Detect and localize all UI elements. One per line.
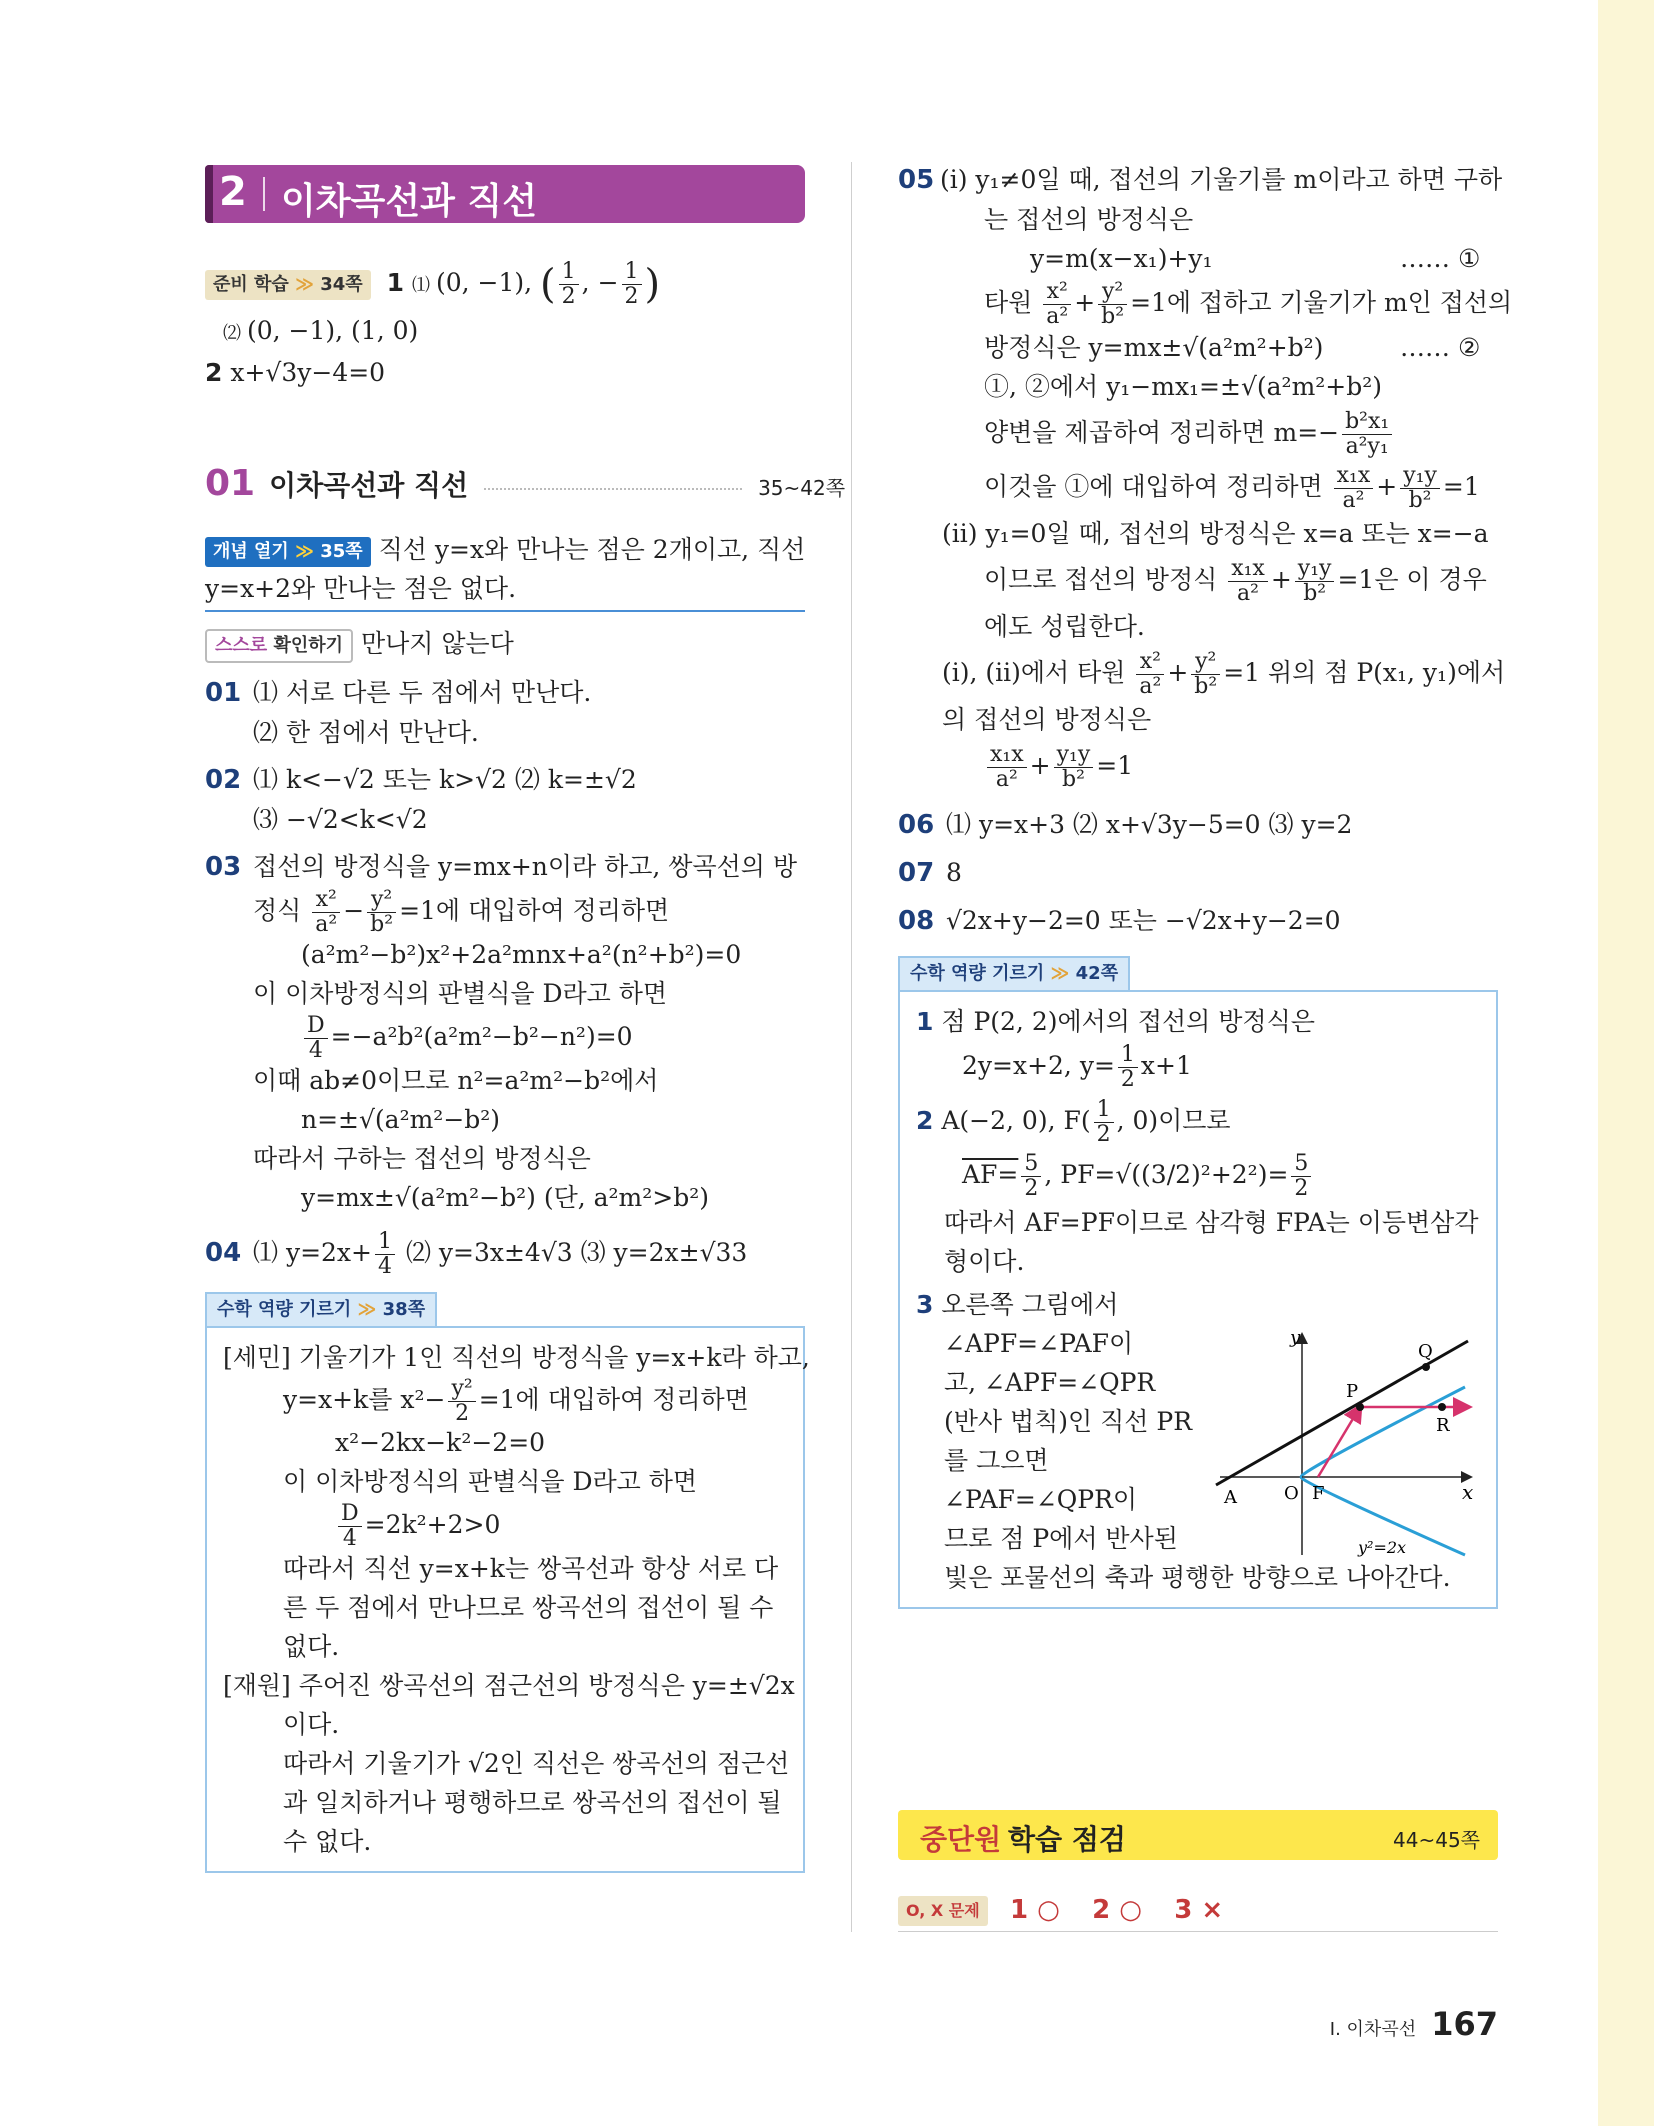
q03-row-1 [205, 847, 805, 887]
label-curve: y²=2x [1358, 1538, 1407, 1557]
q03-row-4 [205, 974, 805, 1013]
ability-left-box [205, 1326, 810, 1873]
q05-text-1: (ⅰ) y₁≠0일 때, 접선의 기울기를 m이라고 하면 구하 [939, 165, 1503, 194]
frac-num: x₁x [1334, 464, 1374, 489]
ability-right-line: ∠PAF=∠QPR이 [944, 1485, 1138, 1514]
q03-equation-1: (a²m²−b²)x²+2a²mnx+a²(n²+b²)=0 [301, 940, 742, 969]
q08-row [898, 901, 1498, 941]
incident-ray [1318, 1407, 1360, 1477]
q05-row-1 [898, 160, 1503, 200]
q04-row [205, 1227, 805, 1279]
q05-row-12: (ⅰ), (ⅱ)에서 타원 $\frac{\text{x²}}{\text{a²}}$ + $\frac{\text{y²}}{\text{b²}}$ =1 위의 점 P(x₁, y₁)에서 [942, 649, 1506, 699]
q03-text-4: 이 이차방정식의 판별식을 D라고 하면 [253, 979, 668, 1008]
problem-2-label: 2 [916, 1106, 934, 1135]
ability-left-line: [세민] 기울기가 1인 직선의 방정식을 y=x+k라 하고, [223, 1343, 810, 1372]
right-column [898, 160, 1513, 1609]
q04-number: 04 [205, 1238, 242, 1268]
ability-left-tag: 수학 역량 기르기 ≫ 38쪽 [205, 1292, 437, 1326]
ability-right-line: ∠APF=∠PAF이 [944, 1329, 1134, 1358]
frac-num: y₁y [1295, 557, 1335, 582]
frac-den: b² [1408, 488, 1432, 513]
ability-right-line: 고, ∠APF=∠QPR [944, 1368, 1156, 1397]
frac-den: a² [995, 767, 1018, 792]
side-strip [1598, 0, 1654, 2126]
frac-den: 2 [1096, 1122, 1111, 1147]
frac-num: b²x₁ [1342, 410, 1392, 435]
section-dotted-line [484, 488, 742, 490]
frac-den: b² [1303, 581, 1327, 606]
tangent-line [1216, 1341, 1468, 1485]
prep-answer-2-label: 2 [205, 358, 223, 387]
frac-den: 2 [1294, 1176, 1309, 1201]
frac-num: y₁y [1054, 743, 1094, 768]
chapter-separator [263, 177, 265, 211]
q03-row-7 [205, 1100, 805, 1139]
q05-row-2: 는 접선의 방정식은 [984, 205, 1194, 234]
section-number: 01 [205, 463, 256, 504]
frac-num: 5 [1291, 1152, 1311, 1177]
ox-item-1: 1 ○ [1009, 1895, 1060, 1925]
page-footer [1330, 2005, 1498, 2043]
frac-den: b² [370, 912, 394, 937]
frac-den: 4 [342, 1526, 357, 1551]
ability-right-line: 형이다. [944, 1247, 1025, 1276]
q03-equation-n: n=±√(a²m²−b²) [301, 1105, 501, 1134]
frac-num: y² [448, 1377, 475, 1402]
q03-text-6: 이때 ab≠0이므로 n²=a²m²−b²에서 [253, 1066, 659, 1095]
frac-num: x² [1043, 280, 1071, 305]
self-check-row [205, 624, 805, 663]
ability-right-line: 3 오른쪽 그림에서 [916, 1290, 1119, 1319]
prep-answer-1-1: (0, −1), [435, 268, 533, 297]
frac-num: y² [367, 888, 396, 913]
q06-answer: ⑴ y=x+3 ⑵ x+√3y−5=0 ⑶ y=2 [946, 810, 1353, 839]
q02-row-1 [205, 760, 805, 800]
q04-answer-2: ⑵ y=3x±4√3 ⑶ y=2x±√33 [405, 1238, 748, 1267]
ox-item-3: 3 × [1174, 1895, 1224, 1925]
ability-left-line: y=x+k를 x²− $\frac{\text{y²}}{2}$ =1에 대입하여 정리하면 [283, 1376, 749, 1426]
section-header [205, 463, 846, 508]
ox-item-2: 2 ○ [1092, 1895, 1142, 1925]
parabola-figure [1210, 1327, 1480, 1567]
ability-left-line: 수 없다. [283, 1827, 372, 1856]
frac-num: x₁x [1228, 557, 1268, 582]
chapter-header [205, 165, 805, 223]
concept-row-1 [205, 530, 805, 569]
frac-num: y₁y [1400, 464, 1440, 489]
frac-den: 4 [308, 1038, 323, 1063]
q03-result: y=mx±√(a²m²−b²) (단, a²m²>b²) [301, 1183, 710, 1212]
frac-den: 2 [561, 284, 576, 309]
frac-num: x² [1136, 650, 1164, 675]
prep-answer-1-label: 1 [386, 268, 405, 297]
q05-row-5: 방정식은 y=mx±√(a²m²+b²) …… ② [898, 328, 1498, 367]
ability-right-line: 빛은 포물선의 축과 평행한 방향으로 나아간다. [944, 1563, 1451, 1592]
page-number: 167 [1431, 2005, 1498, 2043]
frac-den: b² [1101, 304, 1125, 329]
midterm-header [898, 1810, 1498, 1860]
ability-right-line: 2y=x+2, y= $\frac{1}{2}$ x+1 [962, 1042, 1192, 1092]
q03-text-1: 접선의 방정식을 y=mx+n이라 하고, 쌍곡선의 방 [253, 852, 798, 881]
label-f: F [1312, 1483, 1325, 1504]
frac-den: 2 [455, 1401, 470, 1426]
frac-den: a² [1139, 674, 1162, 699]
q07-number: 07 [898, 858, 935, 888]
minus-sign: − [597, 268, 619, 297]
q03-text-8: 따라서 구하는 접선의 방정식은 [253, 1144, 591, 1173]
prep-answer-1-2: (0, −1), (1, 0) [247, 316, 419, 345]
section-pages: 35~42쪽 [758, 476, 846, 500]
ability-left [205, 1287, 810, 1873]
q05-row-9: (ⅱ) y₁=0일 때, 접선의 방정식은 x=a 또는 x=−a [942, 519, 1489, 548]
q05-mark-1: …… ① [1400, 244, 1481, 273]
q03-row-5 [205, 1013, 805, 1061]
q03-row-6 [205, 1061, 805, 1100]
frac-num: 5 [1021, 1152, 1041, 1177]
ability-left-line: 따라서 기울기가 √2인 직선은 쌍곡선의 점근선 [283, 1749, 790, 1778]
frac-den: b² [1061, 767, 1085, 792]
frac-den: b² [1194, 674, 1218, 699]
ability-left-line: x²−2kx−k²−2=0 [335, 1428, 546, 1457]
concept-text-2: y=x+2와 만나는 점은 없다. [205, 574, 517, 603]
left-column [205, 255, 846, 1873]
q06-row [898, 805, 1498, 845]
frac-den: 4 [377, 1254, 392, 1279]
frac-num: x₁x [987, 743, 1027, 768]
ability-left-line: $\frac{D}{4}$ =2k²+2>0 [223, 1501, 787, 1549]
q05-row-3: y=m(x−x₁)+y₁ …… ① [898, 239, 1498, 278]
q03-text-2: =1에 대입하여 정리하면 [399, 896, 670, 925]
q03-row-9 [205, 1178, 805, 1217]
ability-right-line: (반사 법칙)인 직선 PR [944, 1407, 1193, 1436]
q01-answer-2: ⑵ 한 점에서 만난다. [253, 718, 479, 747]
frac-num: 1 [1118, 1043, 1138, 1068]
q05-row-10: 이므로 접선의 방정식 $\frac{\text{x₁x}}{\text{a²}}$ + $\frac{\text{y₁y}}{\text{b²}}$ =1은 이 경우 [984, 556, 1487, 606]
q07-row [898, 853, 1498, 893]
ability-left-line: 른 두 점에서 만나므로 쌍곡선의 접선이 될 수 [283, 1593, 774, 1622]
frac-den: a² [1342, 488, 1365, 513]
ability-right-line: 따라서 AF=PF이므로 삼각형 FPA는 이등변삼각 [944, 1208, 1479, 1237]
problem-1-label: 1 [916, 1007, 934, 1036]
q05-row-4: 타원 $\frac{\text{x²}}{\text{a²}}$ + $\frac{\text{y²}}{\text{b²}}$ =1에 접하고 기울기가 m인 접선의 [984, 279, 1513, 329]
concept-tag: 개념 열기 ≫ 35쪽 [205, 537, 371, 567]
q03-row-2: 정식 $\frac{\text{x²}}{\text{a²}}$ − $\frac{\text{y²}}{\text{b²}}$ =1에 대입하여 정리하면 [253, 887, 670, 937]
prep-row-2: ⑵ (0, −1), (1, 0) [223, 316, 419, 345]
label-x: x [1462, 1480, 1474, 1504]
frac-num: 1 [559, 260, 579, 285]
midterm-title-2: 학습 점검 [1008, 1823, 1126, 1856]
q05-number: 05 [898, 165, 935, 195]
q03-discriminant: =−a²b²(a²m²−b²−n²)=0 [330, 1022, 633, 1051]
frac-den: 2 [1120, 1067, 1135, 1092]
section-title: 이차곡선과 직선 [269, 469, 469, 502]
ability-left-line: 없다. [283, 1632, 340, 1661]
q08-answer: √2x+y−2=0 또는 −√2x+y−2=0 [946, 906, 1341, 935]
ability-left-line: 이다. [283, 1710, 340, 1739]
frac-num: y² [1098, 280, 1127, 305]
q02-number: 02 [205, 765, 242, 795]
prep-row-1: 준비 학습 ≫ 34쪽 1 ⑴ (0, −1), ( $\frac{1}{2}$ , − $\frac{1}{2}$ ) [205, 255, 805, 311]
label-o: O [1284, 1483, 1299, 1504]
ability-right [898, 951, 1498, 1609]
label-p: P [1346, 1381, 1359, 1402]
ability-left-line: 과 일치하거나 평행하므로 쌍곡선의 접선이 될 [283, 1788, 782, 1817]
q01-row-2 [205, 713, 805, 752]
self-check-tag: 스스로 확인하기 [205, 629, 353, 663]
frac-den: a² [1237, 581, 1259, 606]
chapter-accent [205, 165, 213, 223]
q05-row-7: 양변을 제곱하여 정리하면 m=− $\frac{\text{b²x₁}}{\text{a²y₁}}$ [898, 406, 1498, 460]
column-divider [851, 162, 852, 1932]
chapter-title: 이차곡선과 직선 [281, 181, 537, 222]
label-a: A [1224, 1487, 1237, 1508]
concept-row-2 [205, 569, 805, 612]
frac-num: 1 [622, 260, 642, 285]
ability-right-line: 1 점 P(2, 2)에서의 접선의 방정식은 [916, 1007, 1315, 1036]
ability-right-box [898, 990, 1498, 1609]
self-check-answer: 만나지 않는다 [360, 629, 514, 658]
frac-den: a² [315, 912, 338, 937]
ability-right-line: 2 A(−2, 0), F( $\frac{1}{2}$ , 0)이므로 [916, 1097, 1231, 1147]
q02-answer-1: ⑴ k<−√2 또는 k>√2 ⑵ k=±√2 [253, 765, 637, 794]
ox-row [898, 1895, 1498, 1932]
ability-right-tag: 수학 역량 기르기 ≫ 42쪽 [898, 956, 1130, 990]
q07-answer: 8 [946, 858, 962, 887]
frac-num: 1 [375, 1230, 395, 1255]
chapter-number: 2 [219, 169, 247, 215]
q06-number: 06 [898, 810, 935, 840]
q05-mark-2: …… ② [1400, 333, 1481, 362]
point-r [1438, 1403, 1446, 1411]
q01-answer-1: ⑴ 서로 다른 두 점에서 만난다. [253, 678, 592, 707]
ability-left-line: 따라서 직선 y=x+k는 쌍곡선과 항상 서로 다 [283, 1554, 779, 1583]
frac-den: 2 [624, 284, 639, 309]
frac-den: a²y₁ [1345, 434, 1389, 459]
q05-row-6: ①, ②에서 y₁−mx₁=±√(a²m²+b²) [984, 372, 1383, 401]
label-r: R [1436, 1415, 1450, 1436]
parabola-curve [1301, 1387, 1465, 1555]
concept-text-1: 직선 y=x와 만나는 점은 2개이고, 직선 [378, 535, 806, 564]
ability-left-line: 이 이차방정식의 판별식을 D라고 하면 [283, 1467, 698, 1496]
frac-num: 1 [1094, 1098, 1114, 1123]
q05-row-14: $\frac{\text{x₁x}}{\text{a²}}$ + $\frac{\text{y₁y}}{\text{b²}}$ =1 [898, 739, 1498, 793]
q05-row-8: 이것을 ①에 대입하여 정리하면 $\frac{\text{x₁x}}{\text{a²}}$ + $\frac{\text{y₁y}}{\text{b²}}$ =1 [984, 463, 1480, 513]
prep-tag: 준비 학습 ≫ 34쪽 [205, 270, 371, 300]
label-y: y [1290, 1327, 1301, 1348]
frac-den: 2 [1024, 1176, 1039, 1201]
q05-row-13: 의 접선의 방정식은 [942, 705, 1152, 734]
prep-answer-2: x+√3y−4=0 [230, 358, 386, 387]
ability-right-line: 를 그으면 [944, 1446, 1049, 1475]
footer-unit: Ⅰ. 이차곡선 [1329, 2019, 1417, 2040]
midterm-pages: 44~45쪽 [1393, 1828, 1480, 1852]
point-p [1356, 1403, 1364, 1411]
point-q [1422, 1363, 1430, 1371]
q03-number: 03 [205, 852, 242, 882]
q02-row-2 [205, 800, 805, 839]
ability-left-line: [재원] 주어진 쌍곡선의 점근선의 방정식은 y=±√2x [223, 1671, 795, 1700]
frac-num: D [304, 1014, 328, 1039]
ability-right-line: AF= $\frac{5}{2}$ , PF=√((3/2)²+2²)= $\frac{5}{2}$ [916, 1147, 1480, 1203]
q03-row-3 [205, 935, 805, 974]
q05-row-11: 에도 성립한다. [984, 612, 1145, 641]
prep-row-3 [205, 353, 805, 392]
q04-answer-1: ⑴ y=2x+ [253, 1238, 372, 1267]
frac-den: a² [1046, 304, 1069, 329]
label-q: Q [1418, 1341, 1433, 1362]
ox-tag: O, X 문제 [898, 1896, 988, 1926]
frac-num: y² [1191, 650, 1220, 675]
frac-num: D [338, 1502, 362, 1527]
q01-number: 01 [205, 678, 242, 708]
midterm-title-1: 중단원 [920, 1823, 1002, 1856]
q03-row-8 [205, 1139, 805, 1178]
frac-num: x² [312, 888, 340, 913]
ability-right-line: 므로 점 P에서 반사된 [944, 1524, 1178, 1553]
q02-answer-2: ⑶ −√2<k<√2 [253, 805, 428, 834]
q08-number: 08 [898, 906, 935, 936]
q01-row-1 [205, 673, 805, 713]
problem-3-label: 3 [916, 1290, 934, 1319]
